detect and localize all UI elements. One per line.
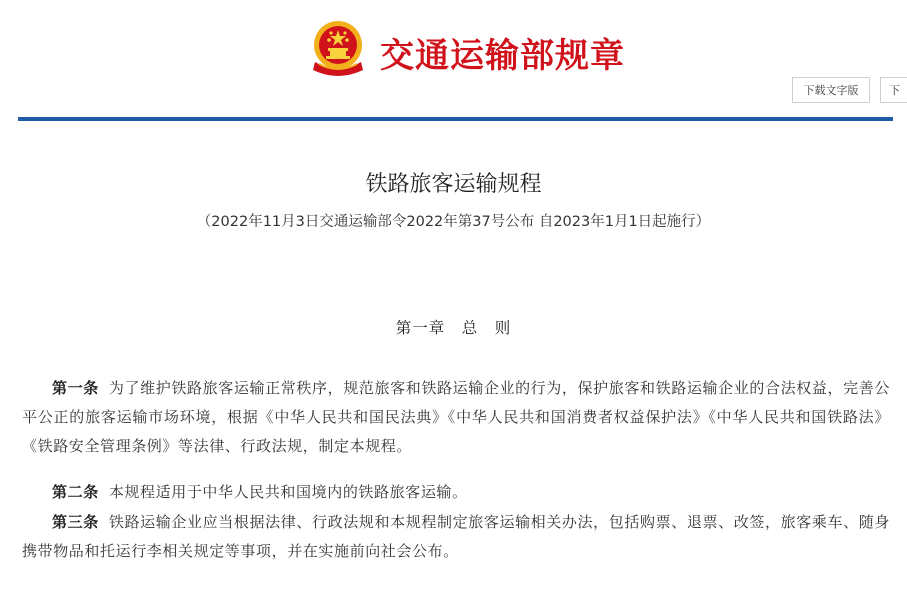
article-text: 本规程适用于中华人民共和国境内的铁路旅客运输。	[108, 483, 468, 501]
header-divider	[18, 117, 893, 121]
download-other-button[interactable]: 下	[880, 77, 907, 103]
page-header	[0, 0, 907, 120]
article-label: 第三条	[52, 513, 99, 531]
article-label: 第一条	[52, 379, 99, 397]
document-subtitle: （2022年11月3日交通运输部令2022年第37号公布 自2023年1月1日起施行）	[196, 214, 711, 230]
document-title: 铁路旅客运输规程	[365, 172, 542, 197]
national-emblem-icon	[309, 18, 367, 80]
article-text: 为了维护铁路旅客运输正常秩序，规范旅客和铁路运输企业的行为，保护旅客和铁路运输企业的合法权益，完善公平公正的旅客运输市场环境，根据《中华人民共和国民法典》《中华人民共和国消费者权益保护法》《中华人民共和国铁路法》《铁路安全管理条例》等法律、行政法规，制定本规程。	[22, 379, 890, 455]
download-text-button[interactable]: 下载文字版	[792, 77, 870, 103]
site-title: 交通运输部规章	[380, 36, 625, 76]
article-text: 铁路运输企业应当根据法律、行政法规和本规程制定旅客运输相关办法，包括购票、退票、改签，旅客乘车、随身携带物品和托运行李相关规定等事项，并在实施前向社会公布。	[22, 513, 890, 560]
article-1	[22, 374, 890, 461]
article-label: 第二条	[52, 483, 99, 501]
article-2	[22, 478, 890, 507]
chapter-heading: 第一章 总 则	[395, 319, 512, 337]
article-3	[22, 508, 890, 566]
